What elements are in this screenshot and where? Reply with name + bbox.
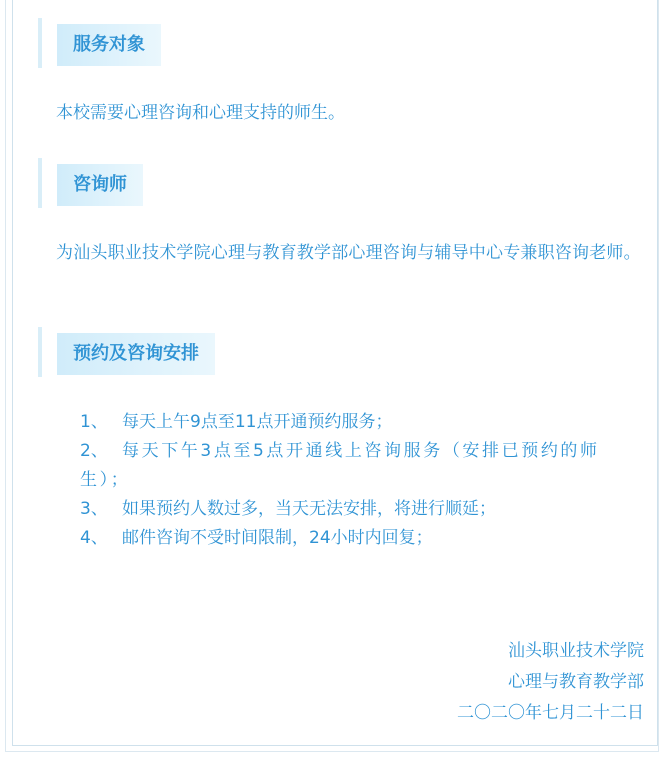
list-number: 2、 <box>80 441 108 461</box>
section-title: 咨询师 <box>57 164 143 206</box>
list-text: 邮件咨询不受时间限制，24小时内回复； <box>122 528 433 548</box>
signature-dept: 心理与教育教学部 <box>508 672 644 692</box>
list-item <box>80 495 496 524</box>
list-number: 4、 <box>80 528 108 548</box>
service-target-text: 本校需要心理咨询和心理支持的师生。 <box>56 103 345 123</box>
list-text: 每天上午9点至11点开通预约服务； <box>122 412 393 432</box>
list-item <box>80 437 646 495</box>
list-text: 每天下午3点至5点开通线上咨询服务（安排已预约的师生）； <box>80 441 600 490</box>
list-text: 如果预约人数过多，当天无法安排，将进行顺延； <box>122 499 496 519</box>
list-number: 1、 <box>80 412 108 432</box>
section-title: 服务对象 <box>57 24 161 66</box>
section-title: 预约及咨询安排 <box>57 333 215 375</box>
signature-org: 汕头职业技术学院 <box>508 641 644 661</box>
counselor-text: 为汕头职业技术学院心理与教育教学部心理咨询与辅导中心专兼职咨询老师。 <box>56 243 641 263</box>
list-number: 3、 <box>80 499 108 519</box>
section-bar <box>38 158 42 208</box>
list-item <box>80 524 433 553</box>
list-item <box>80 408 392 437</box>
section-bar <box>38 18 42 68</box>
signature-date: 二〇二〇年七月二十二日 <box>457 703 644 723</box>
section-bar <box>38 327 42 377</box>
